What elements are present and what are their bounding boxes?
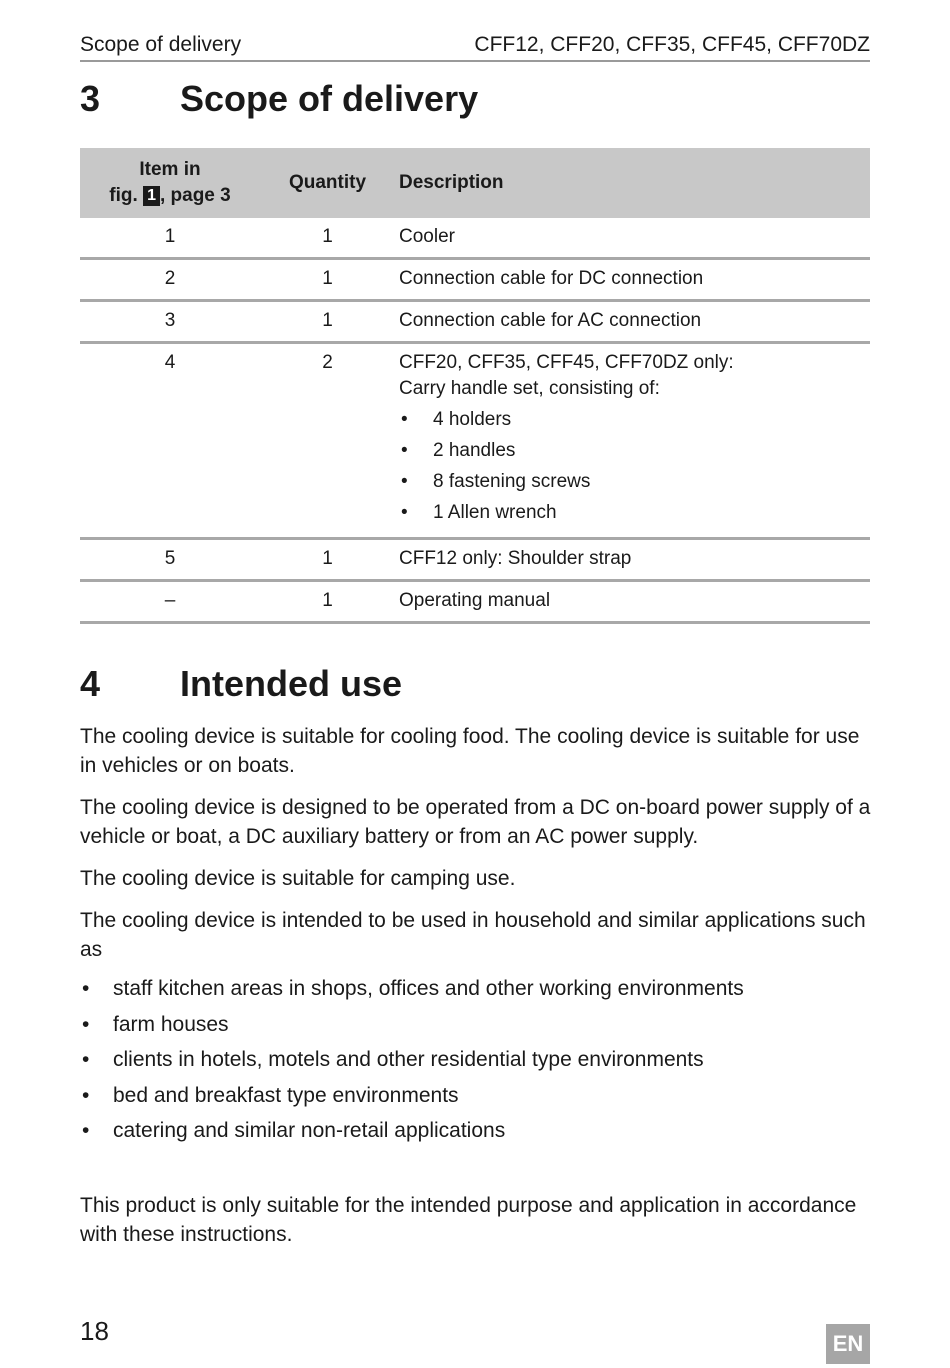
header-model-list: CFF12, CFF20, CFF35, CFF45, CFF70DZ <box>474 33 870 56</box>
description-line: Carry handle set, consisting of: <box>399 378 660 399</box>
section-4-title: Intended use <box>180 663 403 704</box>
scope-of-delivery-table <box>80 148 870 624</box>
cell-quantity: 1 <box>260 218 395 259</box>
cell-item: 5 <box>80 539 260 581</box>
table-row <box>80 581 870 623</box>
language-badge: EN <box>826 1324 870 1364</box>
paragraph: The cooling device is suitable for camping use. <box>80 867 516 890</box>
cell-item: 3 <box>80 301 260 343</box>
column-header-item <box>80 148 260 218</box>
item-header-fig: fig. <box>109 185 138 206</box>
table-row <box>80 218 870 259</box>
cell-quantity: 1 <box>260 301 395 343</box>
table-row <box>80 343 870 539</box>
applications-list <box>80 971 875 1149</box>
table-row <box>80 301 870 343</box>
table-header-row <box>80 148 870 218</box>
list-item: • 8 fastening screws <box>399 466 870 497</box>
paragraph: The cooling device is designed to be operated from a DC on-board power supply of a vehicle or boat, a DC auxiliary battery or from an AC power supply. <box>80 796 871 848</box>
column-header-quantity: Quantity <box>260 148 395 218</box>
cell-quantity: 1 <box>260 581 395 623</box>
cell-description: Connection cable for DC connection <box>395 259 870 301</box>
list-item: • clients in hotels, motels and other residential type environments <box>80 1042 875 1078</box>
section-3-title: Scope of delivery <box>180 78 479 119</box>
figure-number-box: 1 <box>143 186 160 206</box>
intended-use-body <box>80 722 875 1262</box>
table-row <box>80 259 870 301</box>
list-item: • farm houses <box>80 1007 875 1043</box>
list-item: • bed and breakfast type environments <box>80 1078 875 1114</box>
list-item: • 1 Allen wrench <box>399 497 870 528</box>
header-section-title: Scope of delivery <box>80 33 242 56</box>
list-item: • catering and similar non-retail applications <box>80 1113 875 1149</box>
cell-item: 4 <box>80 343 260 539</box>
list-item: • staff kitchen areas in shops, offices and other working environments <box>80 971 875 1007</box>
section-3-number: 3 <box>80 78 101 119</box>
running-header <box>80 30 870 62</box>
item-header-page: , page 3 <box>159 185 231 206</box>
page-number: 18 <box>80 1316 109 1346</box>
column-header-description: Description <box>395 148 870 218</box>
item-header-line1: Item in <box>139 159 201 180</box>
paragraph: The cooling device is suitable for cooling food. The cooling device is suitable for use in vehicles or on boats. <box>80 725 860 777</box>
paragraph: The cooling device is intended to be used in household and similar applications such as <box>80 909 866 961</box>
table-row <box>80 539 870 581</box>
cell-description: Connection cable for AC connection <box>395 301 870 343</box>
description-line: CFF20, CFF35, CFF45, CFF70DZ only: <box>399 352 734 373</box>
cell-quantity: 2 <box>260 343 395 539</box>
carry-handle-parts-list <box>399 404 870 528</box>
closing-paragraph: This product is only suitable for the intended purpose and application in accordance with these instructions. <box>80 1193 857 1246</box>
cell-description <box>395 343 870 539</box>
cell-quantity: 1 <box>260 259 395 301</box>
cell-quantity: 1 <box>260 539 395 581</box>
cell-item: – <box>80 581 260 623</box>
cell-description: Cooler <box>395 218 870 259</box>
cell-description: Operating manual <box>395 581 870 623</box>
section-4-number: 4 <box>80 663 101 704</box>
section-3-heading <box>80 78 478 120</box>
cell-item: 1 <box>80 218 260 259</box>
section-4-heading <box>80 663 402 705</box>
list-item: • 2 handles <box>399 435 870 466</box>
list-item: • 4 holders <box>399 404 870 435</box>
cell-item: 2 <box>80 259 260 301</box>
cell-description: CFF12 only: Shoulder strap <box>395 539 870 581</box>
